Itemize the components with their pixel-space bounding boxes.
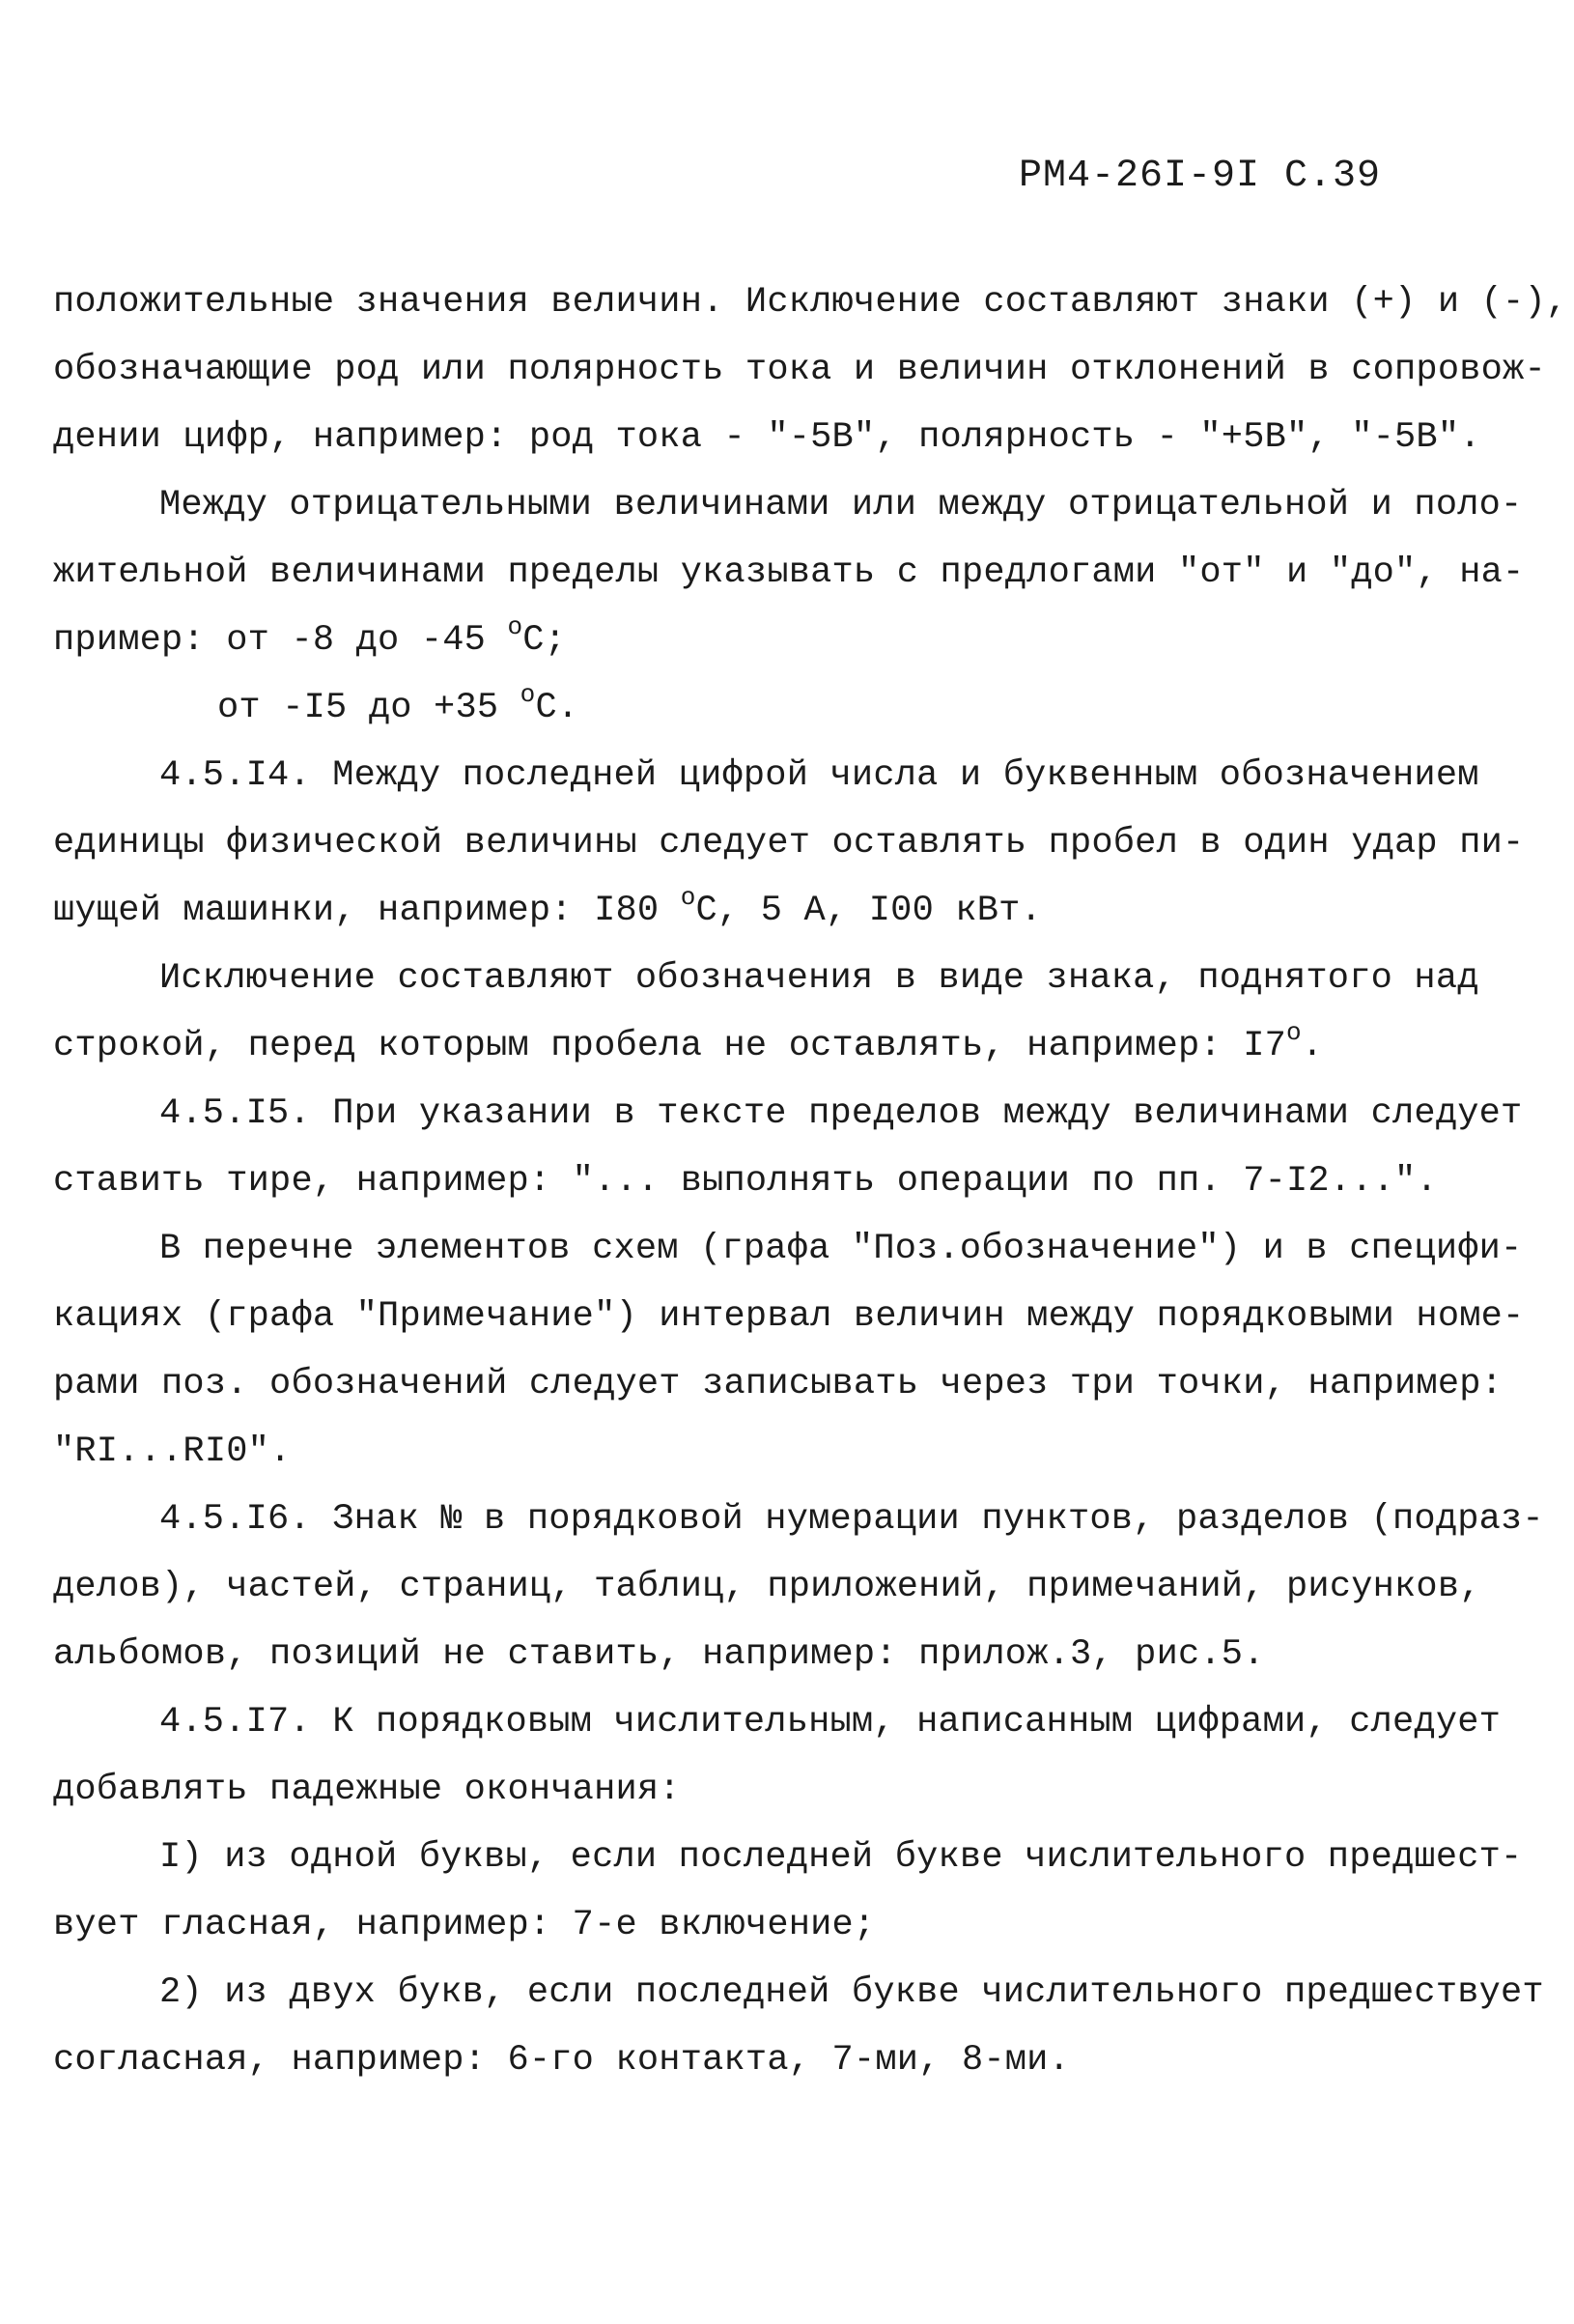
text-line: рами поз. обозначений следует записывать через три точки, например: [53, 1364, 1504, 1404]
paragraph-start-line: В перечне элементов схем (графа "Поз.обозначение") и в специфи- [159, 1229, 1523, 1269]
degree-superscript: о [1286, 1018, 1302, 1047]
text-line-with-degree [53, 674, 1521, 742]
text-line-with-degree [53, 1012, 1521, 1080]
list-item-2-line: 2) из двух букв, если последней букве числительного предшествует [159, 1972, 1544, 2013]
text-fragment: пример: от -8 до -45 [53, 620, 508, 661]
text-line-with-degree [53, 877, 1521, 945]
paragraph-start-line: Исключение составляют обозначения в виде знака, поднятого над [159, 958, 1479, 999]
text-fragment: шущей машинки, например: I80 [53, 891, 681, 931]
text-line: ставить тире, например: "... выполнять операции по пп. 7-I2...". [53, 1161, 1438, 1202]
text-line-with-degree [53, 607, 1521, 674]
paragraph-start-line: Между отрицательными величинами или между отрицательной и поло- [159, 485, 1523, 525]
degree-superscript: о [680, 883, 696, 912]
text-fragment: С. [535, 688, 579, 728]
clause-4-5-16-line: 4.5.I6. Знак № в порядковой нумерации пунктов, разделов (подраз- [159, 1499, 1544, 1540]
text-line: добавлять падежные окончания: [53, 1770, 681, 1810]
text-line: единицы физической величины следует оставлять пробел в один удар пи- [53, 823, 1525, 864]
text-line: положительные значения величин. Исключение составляют знаки (+) и (-), [53, 282, 1568, 323]
text-line: согласная, например: 6-го контакта, 7-ми, 8-ми. [53, 2040, 1070, 2081]
clause-4-5-17-line: 4.5.I7. К порядковым числительным, написанным цифрами, следует [159, 1702, 1502, 1743]
text-fragment: . [1301, 1026, 1324, 1066]
text-line: кациях (графа "Примечание") интервал величин между порядковыми номе- [53, 1296, 1525, 1337]
text-line: "RI...RI0". [53, 1431, 292, 1472]
clause-4-5-15-line: 4.5.I5. При указании в тексте пределов между величинами следует [159, 1093, 1523, 1134]
document-body [53, 269, 1568, 2094]
degree-superscript: о [507, 612, 523, 641]
text-line: дении цифр, например: род тока - "-5В", полярность - "+5В", "-5В". [53, 417, 1481, 458]
document-code-header: РМ4-26I-9I С.39 [1018, 155, 1381, 198]
text-line: жительной величинами пределы указывать с предлогами "от" и "до", на- [53, 553, 1525, 593]
text-fragment: С; [522, 620, 567, 661]
text-fragment: от -I5 до +35 [217, 688, 520, 728]
text-line: вует гласная, например: 7-е включение; [53, 1905, 876, 1945]
text-fragment: С, 5 А, I00 кВт. [695, 891, 1042, 931]
text-line: обозначающие род или полярность тока и величин отклонений в сопровож- [53, 350, 1546, 390]
text-line: альбомов, позиций не ставить, например: прилож.3, рис.5. [53, 1634, 1265, 1675]
text-fragment: строкой, перед которым пробела не оставлять, например: I7 [53, 1026, 1287, 1066]
text-line: делов), частей, страниц, таблиц, приложений, примечаний, рисунков, [53, 1567, 1481, 1607]
list-item-1-line: I) из одной буквы, если последней букве числительного предшест- [159, 1837, 1523, 1878]
clause-4-5-14-line: 4.5.I4. Между последней цифрой числа и буквенным обозначением [159, 755, 1479, 796]
degree-superscript: о [520, 680, 536, 709]
